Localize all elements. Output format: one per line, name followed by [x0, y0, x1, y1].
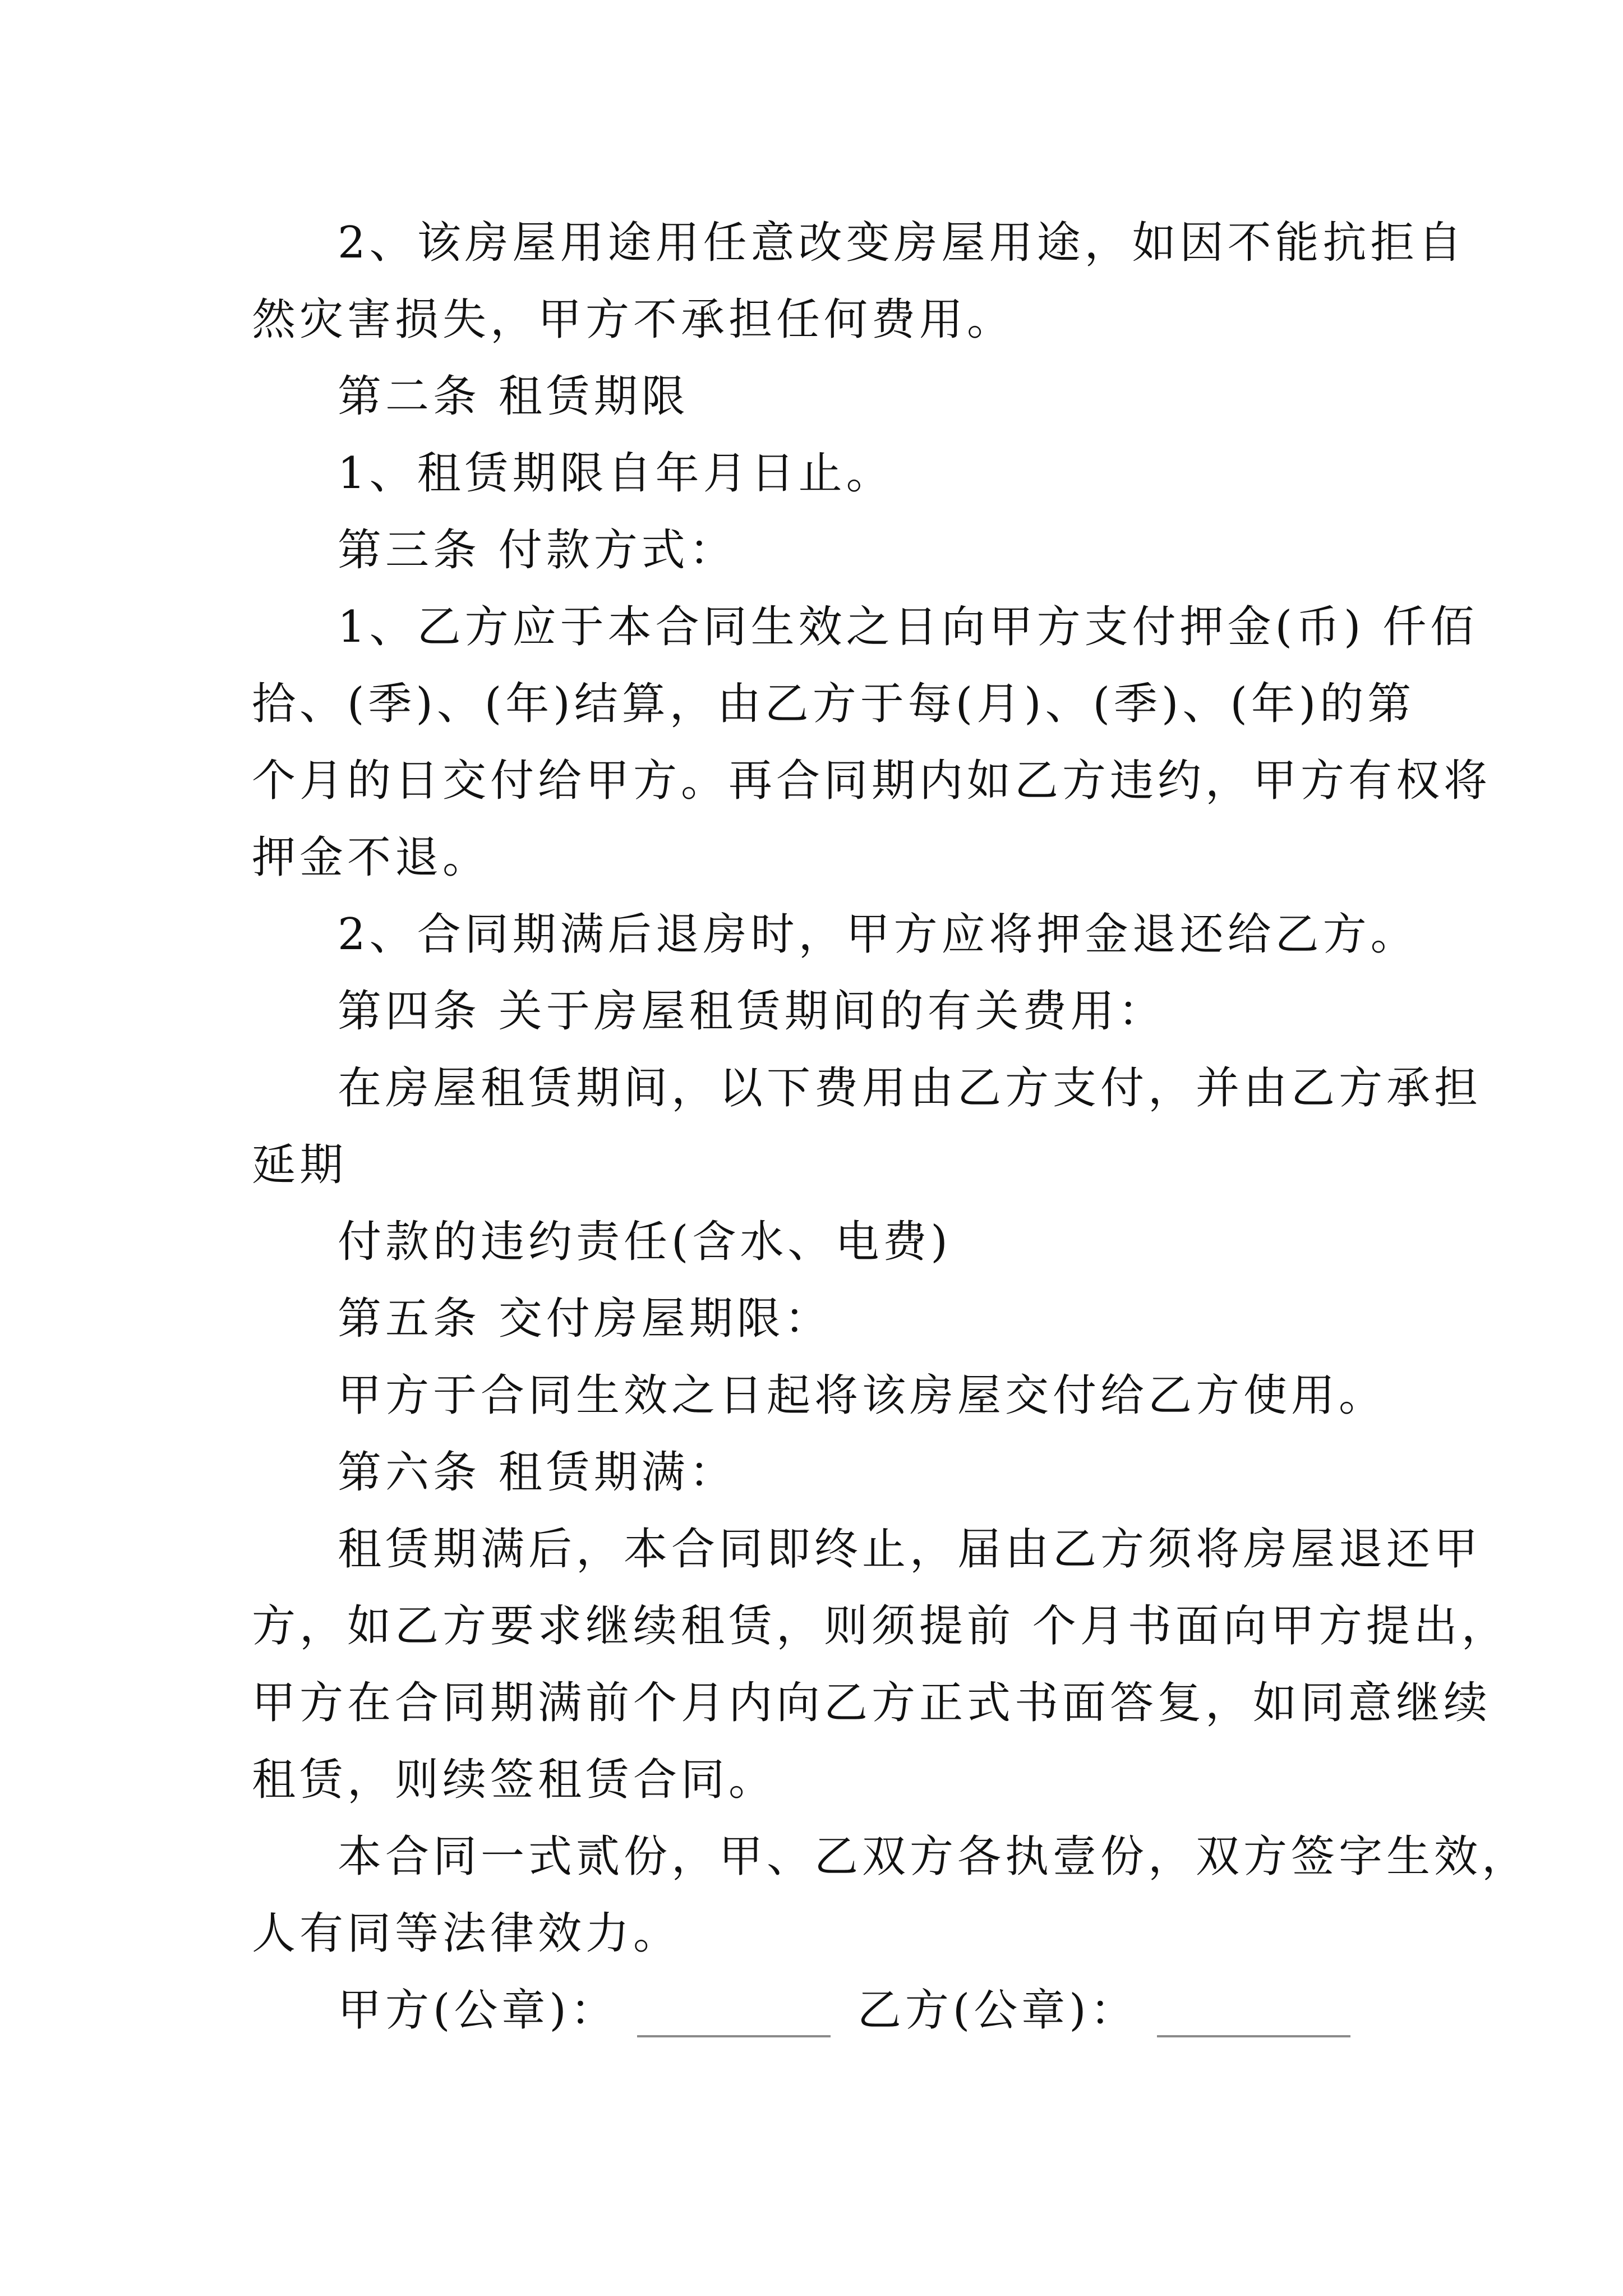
section-heading: 第四条 关于房屋租赁期间的有关费用：: [338, 986, 1166, 1037]
section-heading: 第二条 租赁期限: [338, 371, 689, 422]
party-b-seal-label: 乙方(公章)：: [857, 1985, 1138, 2036]
paragraph-line: 2、该房屋用途用任意改变房屋用途，如因不能抗拒自: [338, 218, 1466, 268]
party-a-seal-label: 甲方(公章)：: [338, 1985, 618, 2036]
paragraph-line: 本合同一式贰份，甲、乙双方各执壹份，双方签字生效，: [338, 1832, 1530, 1882]
paragraph-line: 在房屋租赁期间，以下费用由乙方支付，并由乙方承担: [338, 1063, 1482, 1114]
party-b-signature-blank: [1157, 2035, 1350, 2037]
paragraph-line: 1、租赁期限自年月日止。: [338, 448, 894, 499]
paragraph-line: 拾、(季)、(年)结算，由乙方于每(月)、(季)、(年)的第: [252, 679, 1415, 729]
paragraph-line: 甲方于合同生效之日起将该房屋交付给乙方使用。: [338, 1370, 1387, 1421]
paragraph-line: 租赁期满后，本合同即终止，届由乙方须将房屋退还甲: [338, 1524, 1482, 1575]
paragraph-line: 人有同等法律效力。: [252, 1908, 681, 1959]
paragraph-line: 1、乙方应于本合同生效之日向甲方支付押金(币) 仟佰: [338, 602, 1478, 652]
paragraph-line: 2、合同期满后退房时，甲方应将押金退还给乙方。: [338, 909, 1418, 960]
paragraph-line: 然灾害损失，甲方不承担任何费用。: [252, 295, 1015, 345]
section-heading: 第六条 租赁期满：: [338, 1447, 737, 1498]
paragraph-line: 延期: [252, 1140, 348, 1190]
party-a-signature-blank: [637, 2035, 831, 2037]
paragraph-line: 付款的违约责任(含水、电费): [338, 1217, 952, 1267]
section-heading: 第五条 交付房屋期限：: [338, 1294, 832, 1344]
paragraph-line: 甲方在合同期满前个月内向乙方正式书面答复，如同意继续: [252, 1678, 1492, 1728]
paragraph-line: 押金不退。: [252, 832, 491, 883]
paragraph-line: 个月的日交付给甲方。再合同期内如乙方违约，甲方有权将: [252, 756, 1492, 806]
signature-row: [338, 1971, 1459, 2050]
section-heading: 第三条 付款方式：: [338, 525, 737, 576]
paragraph-line: 租赁，则续签租赁合同。: [252, 1755, 777, 1805]
paragraph-line: 方，如乙方要求继续租赁，则须提前 个月书面向甲方提出，: [252, 1601, 1509, 1651]
